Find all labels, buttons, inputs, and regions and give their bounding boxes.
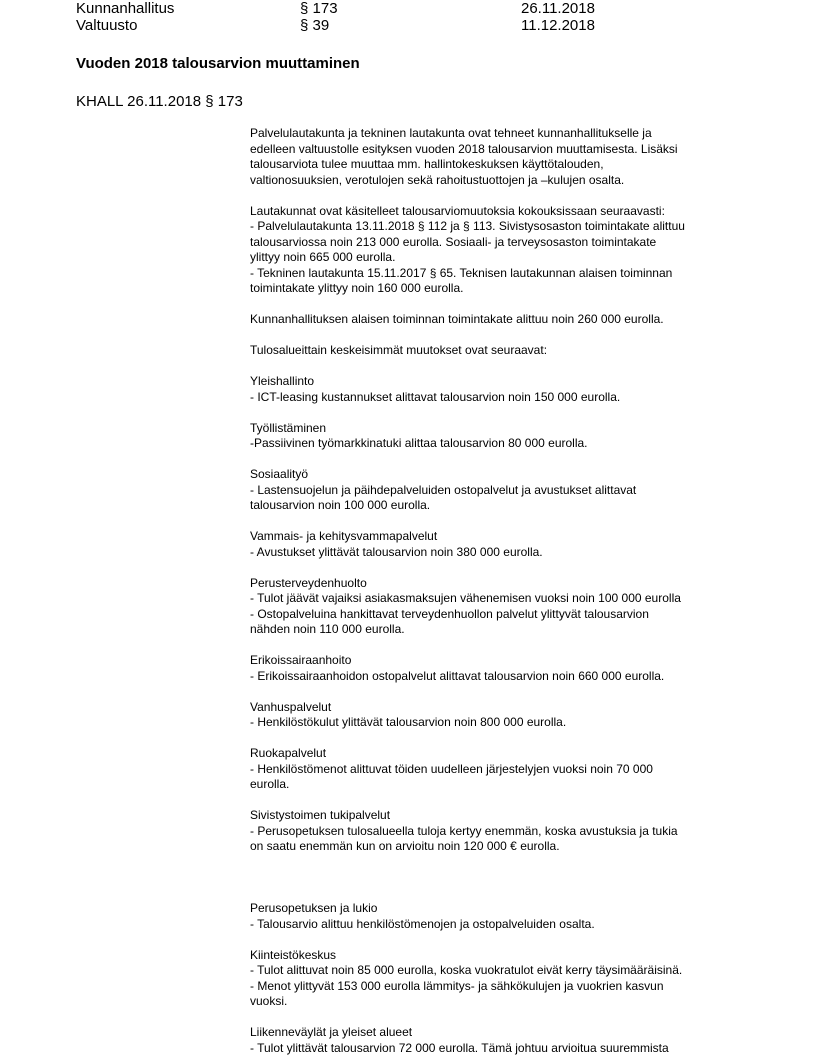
text-line: - ICT-leasing kustannukset alittavat talousarvion noin 150 000 eurolla.: [250, 389, 621, 404]
text-line: Sosiaalityö: [250, 467, 309, 481]
text-line: Ruokapalvelut: [250, 746, 327, 760]
header-date: 11.12.2018: [521, 17, 595, 34]
document-body: [250, 126, 750, 1056]
text-line: Vanhuspalvelut: [250, 699, 332, 714]
text-line: Yleishallinto: [250, 374, 315, 388]
text-line: - Tulot jäävät vajaiksi asiakasmaksujen vähenemisen vuoksi noin 100 000 eurolla: [250, 591, 681, 605]
paragraph: [250, 746, 750, 793]
text-line: Sivistystoimen tukipalvelut: [250, 808, 391, 822]
paragraph: [250, 1025, 750, 1056]
text-line: nähden noin 110 000 eurolla.: [250, 622, 405, 636]
text-line: talousarviossa noin 213 000 eurolla. Sosiaali- ja terveysosaston toimintakate: [250, 234, 657, 249]
header-section: § 173: [300, 0, 338, 17]
text-line: - Tekninen lautakunta 15.11.2017 § 65. Teknisen lautakunnan alaisen toiminnan: [250, 265, 673, 280]
text-line: - Henkilöstökulut ylittävät talousarvion noin 800 000 eurolla.: [250, 715, 567, 729]
paragraph: [250, 576, 750, 638]
text-line: - Talousarvio alittuu henkilöstömenojen ja ostopalveluiden osalta.: [250, 916, 595, 931]
header-row-valtuusto: [76, 17, 776, 34]
text-line: - Menot ylittyvät 153 000 eurolla lämmitys- ja sähkökulujen ja vuokrien kasvun: [250, 978, 664, 993]
header-section: § 39: [300, 17, 330, 34]
text-line: Perusopetuksen ja lukio: [250, 901, 378, 915]
text-line: Erikoissairaanhoito: [250, 653, 352, 667]
text-line: talousarvion noin 100 000 eurolla.: [250, 498, 431, 512]
paragraph-spacer: [250, 188, 750, 204]
text-line: toimintakate ylittyy noin 160 000 eurolla.: [250, 281, 464, 295]
paragraph-spacer: [250, 297, 750, 313]
document-title: Vuoden 2018 talousarvion muuttaminen: [76, 55, 360, 72]
text-line: Lautakunnat ovat käsitelleet talousarviomuutoksia kokouksissaan seuraavasti:: [250, 203, 665, 218]
header-row-kunnanhallitus: [76, 0, 776, 17]
paragraph: [250, 421, 750, 452]
paragraph-spacer: [250, 638, 750, 654]
paragraph: [250, 204, 750, 297]
paragraph: [250, 700, 750, 731]
text-line: valtionosuuksien, verotulojen sekä rahoitustuottojen ja –kulujen osalta.: [250, 172, 625, 187]
paragraph: [250, 653, 750, 684]
paragraph-spacer: [250, 405, 750, 421]
paragraph-spacer: [250, 932, 750, 948]
text-line: Kunnanhallituksen alaisen toiminnan toimintakate alittuu noin 260 000 eurolla.: [250, 312, 664, 326]
header-body-name: Kunnanhallitus: [76, 0, 175, 17]
text-line: ylittyy noin 665 000 eurolla.: [250, 250, 396, 264]
header-body-name: Valtuusto: [76, 17, 138, 34]
text-line: - Tulot alittuvat noin 85 000 eurolla, koska vuokratulot eivät kerry täysimääräisinä.: [250, 963, 683, 977]
paragraph-spacer: [250, 731, 750, 747]
paragraph: [250, 126, 750, 188]
paragraph-spacer: [250, 328, 750, 344]
paragraph-spacer: [250, 793, 750, 809]
paragraph: [250, 374, 750, 405]
text-line: Työllistäminen: [250, 420, 327, 435]
text-line: - Ostopalveluina hankittavat terveydenhuollon palvelut ylittyvät talousarvion: [250, 606, 649, 621]
text-line: Kiinteistökeskus: [250, 947, 337, 962]
header-date: 26.11.2018: [521, 0, 595, 17]
paragraph: [250, 808, 750, 855]
paragraph-spacer: [250, 855, 750, 902]
text-line: vuoksi.: [250, 994, 288, 1008]
text-line: - Perusopetuksen tulosalueella tuloja kertyy enemmän, koska avustuksia ja tukia: [250, 823, 678, 838]
text-line: -Passiivinen työmarkkinatuki alittaa talousarvion 80 000 eurolla.: [250, 436, 588, 450]
paragraph: [250, 467, 750, 514]
text-line: - Lastensuojelun ja päihdepalveluiden ostopalvelut ja avustukset alittavat: [250, 482, 637, 497]
text-line: - Palvelulautakunta 13.11.2018 § 112 ja § 113. Sivistysosaston toimintakate alittuu: [250, 219, 685, 233]
paragraph: [250, 312, 750, 328]
text-line: - Henkilöstömenot alittuvat töiden uudelleen järjestelyjen vuoksi noin 70 000: [250, 761, 653, 776]
paragraph: [250, 529, 750, 560]
text-line: - Avustukset ylittävät talousarvion noin 380 000 eurolla.: [250, 544, 543, 559]
text-line: Palvelulautakunta ja tekninen lautakunta ovat tehneet kunnanhallitukselle ja: [250, 126, 652, 140]
text-line: edelleen valtuustolle esityksen vuoden 2018 talousarvion muuttamisesta. Lisäksi: [250, 141, 678, 156]
text-line: eurolla.: [250, 777, 290, 791]
paragraph-spacer: [250, 359, 750, 375]
paragraph-spacer: [250, 684, 750, 700]
paragraph-spacer: [250, 452, 750, 468]
text-line: talousarviota tulee muuttaa mm. hallintokeskuksen käyttötalouden,: [250, 157, 604, 171]
text-line: Vammais- ja kehitysvammapalvelut: [250, 529, 438, 543]
paragraph-spacer: [250, 1010, 750, 1026]
text-line: Tulosalueittain keskeisimmät muutokset ovat seuraavat:: [250, 343, 548, 357]
text-line: - Erikoissairaanhoidon ostopalvelut alittavat talousarvion noin 660 000 eurolla.: [250, 668, 665, 683]
text-line: Perusterveydenhuolto: [250, 575, 367, 590]
text-line: Liikenneväylät ja yleiset alueet: [250, 1025, 413, 1039]
text-line: on saatu enemmän kun on arvioitu noin 120 000 € eurolla.: [250, 839, 560, 853]
paragraph-spacer: [250, 560, 750, 576]
paragraph: [250, 343, 750, 359]
text-line: - Tulot ylittävät talousarvion 72 000 eurolla. Tämä johtuu arvioitua suuremmista: [250, 1040, 669, 1055]
meeting-reference: KHALL 26.11.2018 § 173: [76, 93, 243, 110]
paragraph: [250, 901, 750, 932]
paragraph-spacer: [250, 514, 750, 530]
paragraph: [250, 948, 750, 1010]
